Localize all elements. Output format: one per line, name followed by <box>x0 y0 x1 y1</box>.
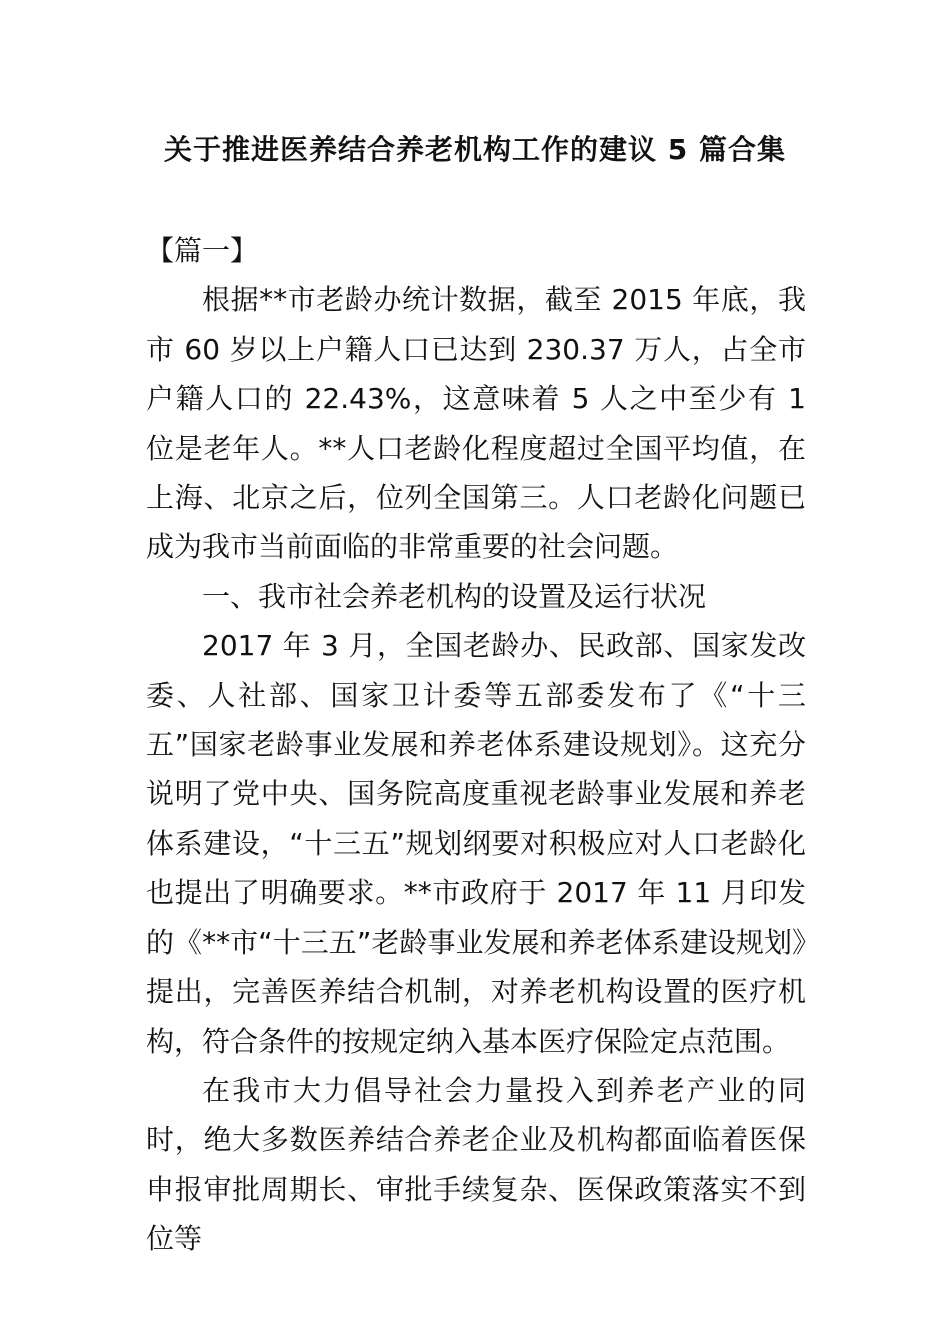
document-body <box>146 226 806 1264</box>
section-heading-1: 一、我市社会养老机构的设置及运行状况 <box>202 579 707 613</box>
paragraph-3: 在我市大力倡导社会力量投入到养老产业的同时，绝大多数医养结合养老企业及机构都面临着医保申报审批周期长、审批手续复杂、医保政策落实不到位等 <box>146 1073 806 1256</box>
document-title: 关于推进医养结合养老机构工作的建议 5 篇合集 <box>164 133 786 166</box>
paragraph-2: 2017 年 3 月，全国老龄办、民政部、国家发改委、人社部、国家卫计委等五部委发布了《“十三五”国家老龄事业发展和养老体系建设规划》。这充分说明了党中央、国务院高度重视老龄事业发展和养老体系建设，“十三五”规划纲要对积极应对人口老龄化也提出了明确要求。**市政府于 2017 年 11 月印发的《**市“十三五”老龄事业发展和养老体系建设规划》提出，完善医养结合机制，对养老机构设置的医疗机构，符合条件的按规定纳入基本医疗保险定点范围。 <box>146 629 806 1058</box>
section-label: 【篇一】 <box>146 234 259 267</box>
paragraph-1: 根据**市老龄办统计数据，截至 2015 年底，我市 60 岁以上户籍人口已达到 230.37 万人，占全市户籍人口的 22.43%，这意味着 5 人之中至少有 1 位是老年人。**人口老龄化程度超过全国平均值，在上海、北京之后，位列全国第三。人口老龄化问题已成为我市当前面临的非常重要的社会问题。 <box>146 283 806 564</box>
